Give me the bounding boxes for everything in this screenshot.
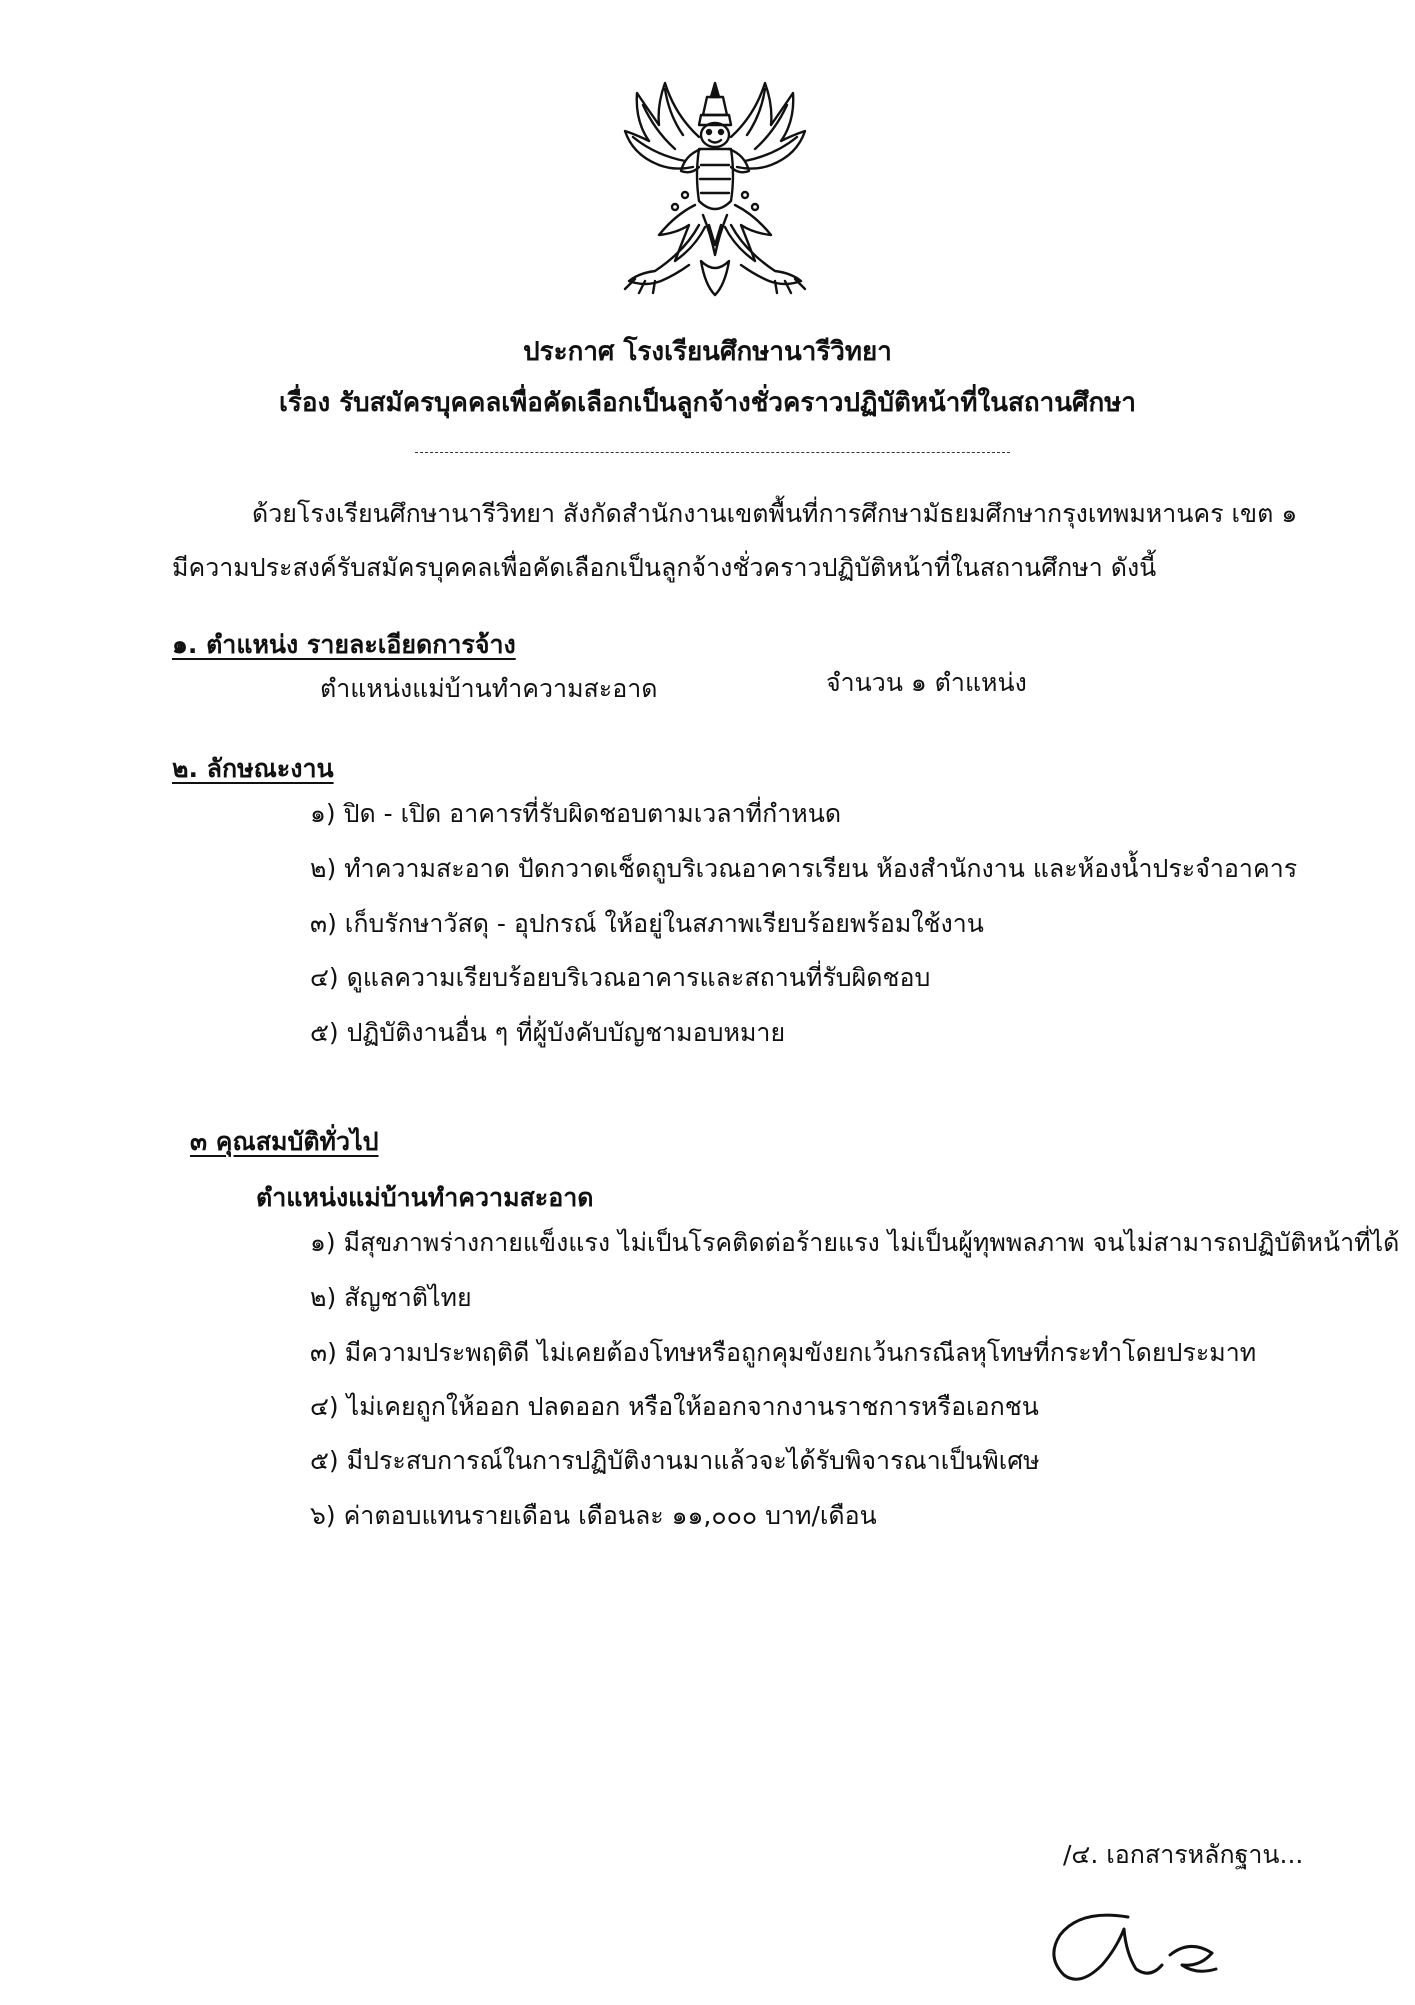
section3-item-6: ๖) ค่าตอบแทนรายเดือน เดือนละ ๑๑,๐๐๐ บาท/เดือน [310,1501,877,1530]
announcement-subject: เรื่อง รับสมัครบุคคลเพื่อคัดเลือกเป็นลูกจ้างชั่วคราวปฏิบัติหน้าที่ในสถานศึกษา [279,388,1136,418]
dashed-divider [415,452,1010,453]
section1-heading: ๑. ตำแหน่ง รายละเอียดการจ้าง [172,630,516,659]
section2-item-3: ๓) เก็บรักษาวัสดุ - อุปกรณ์ ให้อยู่ในสภาพเรียบร้อยพร้อมใช้งาน [310,909,984,938]
section2-item-5: ๕) ปฏิบัติงานอื่น ๆ ที่ผู้บังคับบัญชามอบหมาย [310,1018,786,1047]
continuation-note: /๔. เอกสารหลักฐาน... [1063,1840,1304,1869]
section3-heading: ๓ คุณสมบัติทั่วไป [190,1127,379,1156]
handwritten-signature-icon [1040,1895,1230,1995]
section1-position: ตำแหน่งแม่บ้านทำความสะอาด [320,674,658,703]
section1-count: จำนวน ๑ ตำแหน่ง [826,668,1027,697]
section2-item-2: ๒) ทำความสะอาด ปัดกวาดเช็ดถูบริเวณอาคารเรียน ห้องสำนักงาน และห้องน้ำประจำอาคาร [310,854,1298,883]
garuda-emblem-icon [615,75,815,300]
intro-line-2: มีความประสงค์รับสมัครบุคคลเพื่อคัดเลือกเป็นลูกจ้างชั่วคราวปฏิบัติหน้าที่ในสถานศึกษา ดังนี้ [172,553,1157,582]
section3-item-5: ๕) มีประสบการณ์ในการปฏิบัติงานมาแล้วจะได้รับพิจารณาเป็นพิเศษ [310,1446,1040,1475]
intro-line-1: ด้วยโรงเรียนศึกษานารีวิทยา สังกัดสำนักงานเขตพื้นที่การศึกษามัธยมศึกษากรุงเทพมหานคร เขต ๑ [252,499,1298,528]
section2-heading: ๒. ลักษณะงาน [172,754,334,783]
announcement-title: ประกาศ โรงเรียนศึกษานารีวิทยา [523,337,892,367]
section3-subheading: ตำแหน่งแม่บ้านทำความสะอาด [256,1183,594,1212]
section2-item-4: ๔) ดูแลความเรียบร้อยบริเวณอาคารและสถานที่รับผิดชอบ [310,963,931,992]
section2-item-1: ๑) ปิด - เปิด อาคารที่รับผิดชอบตามเวลาที่กำหนด [310,799,842,828]
section3-item-2: ๒) สัญชาติไทย [310,1283,472,1312]
section3-item-3: ๓) มีความประพฤติดี ไม่เคยต้องโทษหรือถูกคุมขังยกเว้นกรณีลหุโทษที่กระทำโดยประมาท [310,1338,1257,1367]
section3-item-4: ๔) ไม่เคยถูกให้ออก ปลดออก หรือให้ออกจากงานราชการหรือเอกชน [310,1392,1039,1421]
section3-item-1: ๑) มีสุขภาพร่างกายแข็งแรง ไม่เป็นโรคติดต่อร้ายแรง ไม่เป็นผู้ทุพพลภาพ จนไม่สามารถปฏิบัติหน้าที่ได้ [310,1228,1400,1257]
